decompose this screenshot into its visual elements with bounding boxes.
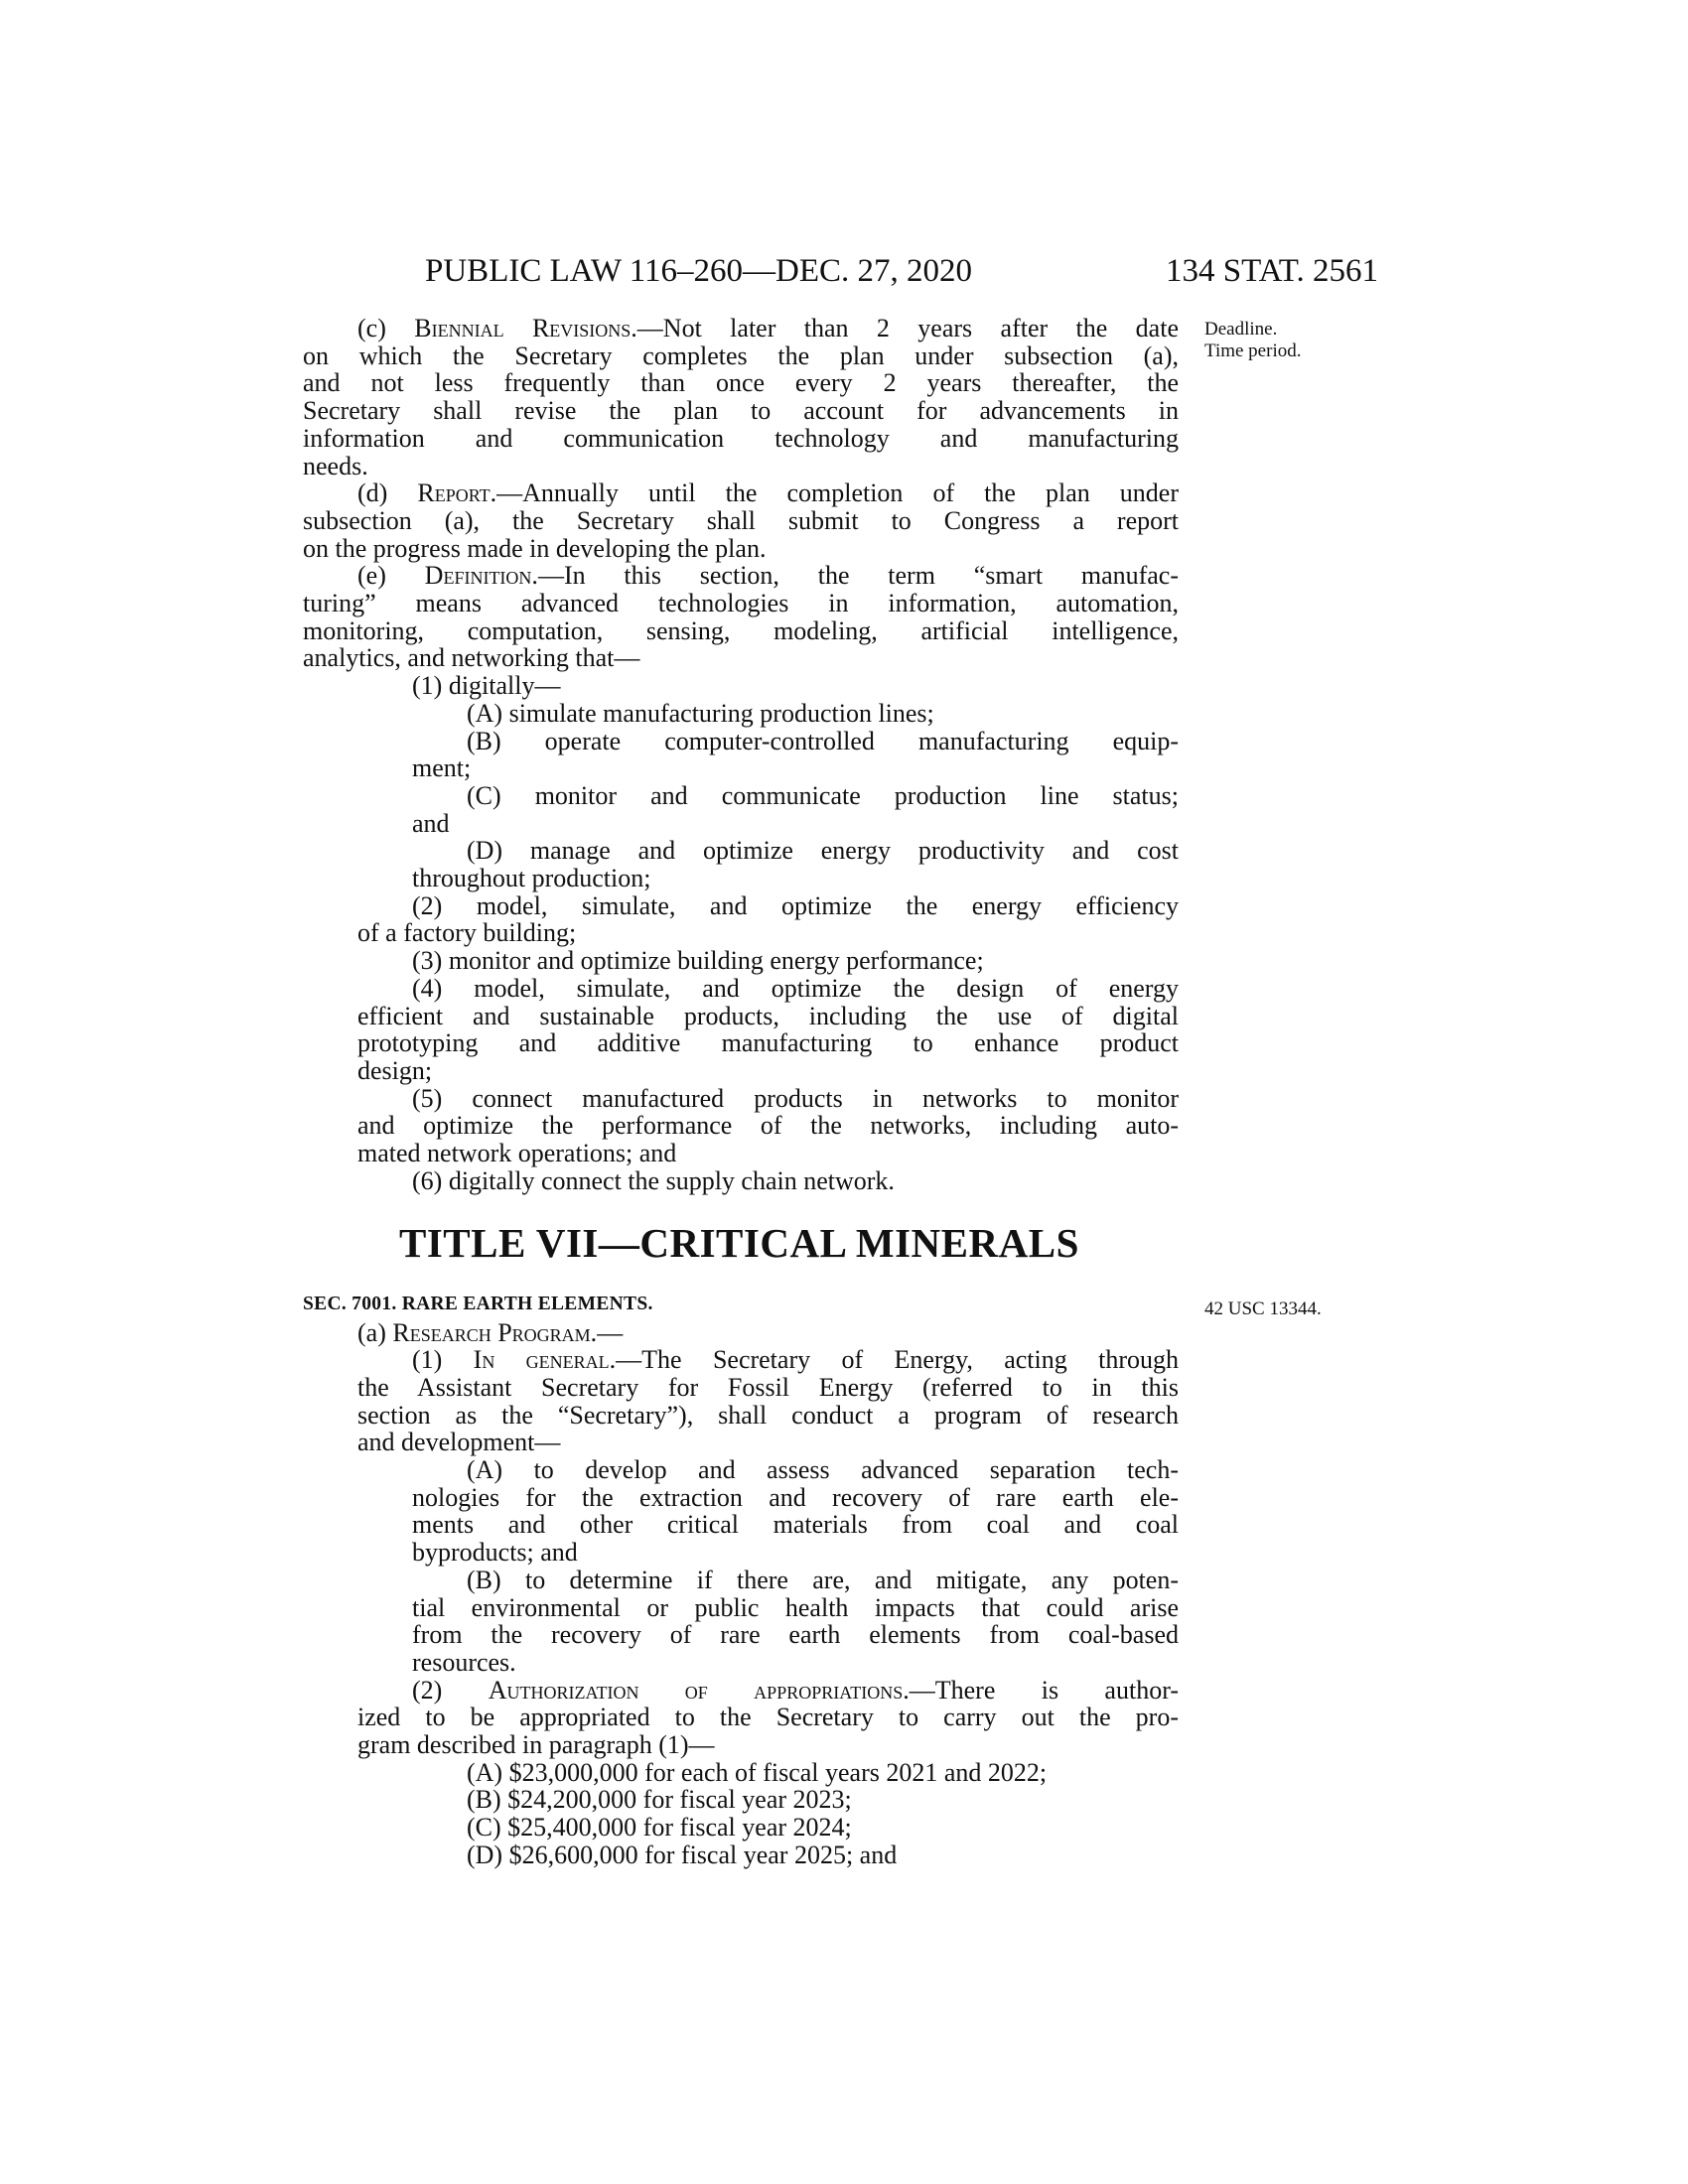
subsection-d-line: (d) Report.—Annually until the completion of the plan under <box>357 478 1179 508</box>
paragraph-4-cont: design; <box>357 1055 433 1085</box>
paragraph-a1: (1) In general.—The Secretary of Energy, acting through <box>412 1345 1179 1375</box>
subparagraph-1d: (D) manage and optimize energy productivity and cost <box>467 836 1179 866</box>
subsection-a-heading: Research Program. <box>392 1317 598 1347</box>
subsection-c-line: needs. <box>303 451 368 480</box>
subsection-c <box>303 315 1179 479</box>
subsection-e-line: analytics, and networking that— <box>303 643 640 673</box>
paragraph-6: (6) digitally connect the supply chain network. <box>412 1165 895 1195</box>
subsection-a: (a) Research Program.— <box>357 1317 624 1347</box>
page-header <box>425 251 1378 291</box>
appropriation-item: (D) $26,600,000 for fiscal year 2025; and <box>467 1840 898 1869</box>
subsection-c-line: information and communication technology and manufacturing <box>303 423 1179 453</box>
paragraph-2-cont: of a factory building; <box>357 918 577 948</box>
subparagraph-a1a-line: nologies for the extraction and recovery of rare earth ele- <box>412 1482 1179 1512</box>
section-heading: SEC. 7001. RARE EARTH ELEMENTS. <box>303 1293 653 1314</box>
paragraph-1: (1) digitally— <box>412 671 561 701</box>
paragraph-a1-line: section as the “Secretary”), shall conduct a program of research <box>357 1400 1179 1430</box>
appropriation-item: (B) $24,200,000 for fiscal year 2023; <box>467 1785 852 1815</box>
subsection-e-line: turing” means advanced technologies in information, automation, <box>303 589 1179 618</box>
appropriation-item: (A) $23,000,000 for each of fiscal years 2021 and 2022; <box>467 1757 1048 1787</box>
paragraph-5-cont: and optimize the performance of the networks, including auto- <box>357 1111 1179 1141</box>
subparagraph-a1b-line: tial environmental or public health impacts that could arise <box>412 1592 1179 1622</box>
subsection-e-heading: Definition. <box>424 561 538 591</box>
paragraph-a2-heading: Authorization of appropriations. <box>488 1675 910 1705</box>
paragraph-a1-line: and development— <box>357 1428 561 1457</box>
subsection-d-line: on the progress made in developing the plan. <box>303 533 767 563</box>
definition-list <box>303 672 1179 1194</box>
subsection-e <box>303 562 1179 672</box>
paragraph-a2-line: ized to be appropriated to the Secretary to carry out the pro- <box>357 1703 1179 1732</box>
subsection-c-heading: Biennial Revisions. <box>414 314 637 342</box>
subsection-c-line: and not less frequently than once every 2 years thereafter, the <box>303 368 1179 398</box>
paragraph-4-cont: prototyping and additive manufacturing to enhance product <box>357 1028 1179 1058</box>
subparagraph-1b-cont: ment; <box>412 753 472 783</box>
paragraph-a1-line: the Assistant Secretary for Fossil Energy (referred to in this <box>357 1372 1179 1402</box>
subsection-e-line: (e) Definition.—In this section, the term “smart manufac- <box>357 561 1180 591</box>
margin-note-time-period: Time period. <box>1204 341 1302 361</box>
subparagraph-1d-cont: throughout production; <box>412 864 651 893</box>
subparagraph-a1a-line: byproducts; and <box>412 1538 578 1568</box>
subsection-c-line: (c) Biennial Revisions.—Not later than 2 years after the date <box>357 314 1179 342</box>
subsection-e-line: monitoring, computation, sensing, modeling, artificial intelligence, <box>303 615 1179 645</box>
paragraph-5: (5) connect manufactured products in networks to monitor <box>412 1083 1179 1113</box>
title-heading: TITLE VII—CRITICAL MINERALS <box>399 1219 1079 1266</box>
subsection-c-line: Secretary shall revise the plan to account for advancements in <box>303 396 1179 426</box>
subparagraph-a1b-line: resources. <box>412 1647 516 1677</box>
subsection-c-line: on which the Secretary completes the plan under subsection (a), <box>303 341 1179 370</box>
subparagraph-1c-cont: and <box>412 808 450 838</box>
paragraph-a1-heading: In general. <box>473 1345 617 1375</box>
subparagraph-a1a: (A) to develop and assess advanced separation tech- <box>467 1455 1179 1485</box>
paragraph-2: (2) model, simulate, and optimize the energy efficiency <box>412 890 1179 920</box>
paragraph-a2: (2) Authorization of appropriations.—There is author- <box>412 1675 1179 1705</box>
statute-body <box>303 315 1179 1869</box>
subparagraph-1b: (B) operate computer-controlled manufacturing equip- <box>467 726 1179 755</box>
subparagraph-1c: (C) monitor and communicate production line status; <box>467 780 1179 810</box>
subparagraph-1a: (A) simulate manufacturing production lines; <box>467 698 934 728</box>
appropriation-item: (C) $25,400,000 for fiscal year 2024; <box>467 1813 852 1843</box>
paragraph-3: (3) monitor and optimize building energy performance; <box>412 946 984 976</box>
paragraph-a2-line: gram described in paragraph (1)— <box>357 1730 715 1760</box>
subparagraph-a1b: (B) to determine if there are, and mitigate, any poten- <box>467 1565 1179 1594</box>
section-7001-body <box>303 1319 1179 1869</box>
paragraph-5-cont: mated network operations; and <box>357 1139 677 1168</box>
subparagraph-a1a-line: ments and other critical materials from coal and coal <box>412 1510 1179 1540</box>
running-head: PUBLIC LAW 116–260—DEC. 27, 2020 <box>425 253 973 289</box>
subparagraph-a1b-line: from the recovery of rare earth elements from coal-based <box>412 1620 1179 1650</box>
margin-note-usc-citation: 42 USC 13344. <box>1204 1298 1322 1319</box>
paragraph-4-cont: efficient and sustainable products, including the use of digital <box>357 1001 1179 1030</box>
margin-note-deadline: Deadline. <box>1204 319 1278 340</box>
subsection-d <box>303 479 1179 562</box>
paragraph-4: (4) model, simulate, and optimize the design of energy <box>412 973 1179 1003</box>
subsection-d-heading: Report. <box>417 478 497 508</box>
subsection-d-line: subsection (a), the Secretary shall submit to Congress a report <box>303 505 1179 535</box>
stat-page-number: 134 STAT. 2561 <box>1165 253 1378 289</box>
